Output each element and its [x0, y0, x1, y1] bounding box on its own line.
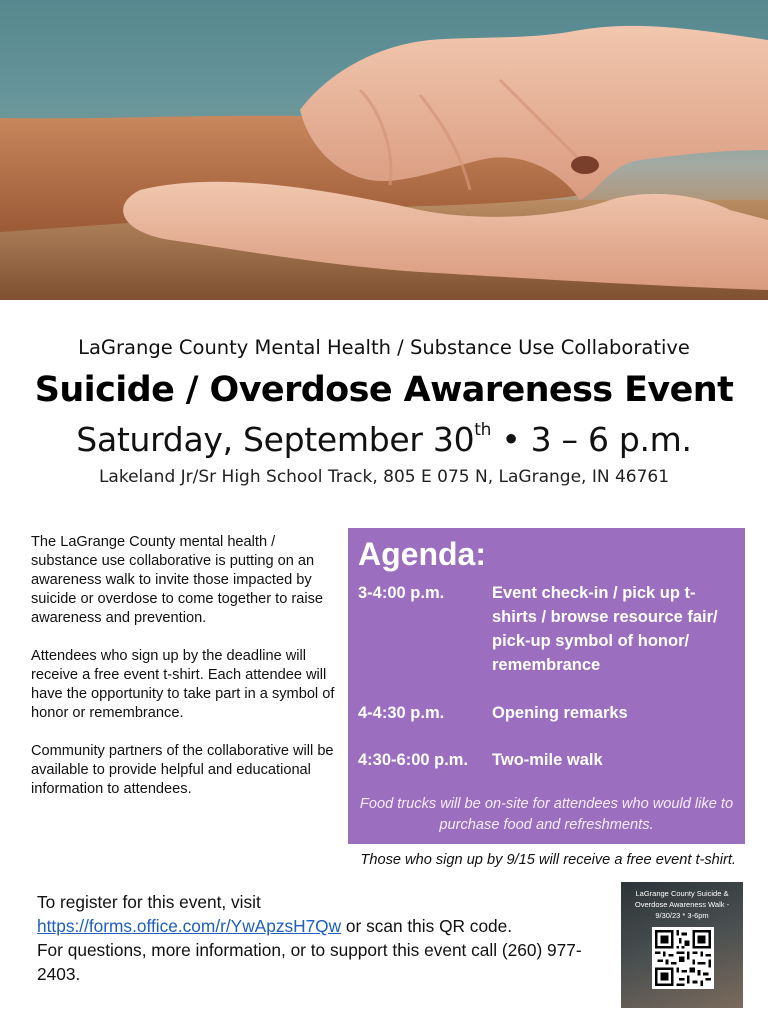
agenda-desc: Two-mile walk [492, 751, 603, 769]
event-title: Suicide / Overdose Awareness Event [34, 370, 734, 410]
agenda-time: 4:30-6:00 p.m. [358, 751, 469, 769]
collaborative-name: LaGrange County Mental Health / Substance Use Collaborative [78, 336, 690, 359]
register-scan-text: or scan this QR code. [341, 916, 513, 936]
event-date-time [0, 420, 768, 459]
register-link-line [37, 914, 607, 938]
register-line: To register for this event, visit [37, 892, 261, 912]
agenda-time: 3-4:00 p.m. [358, 584, 445, 602]
contact-info: For questions, more information, or to support this event call (260) 977-2403. [37, 940, 582, 984]
agenda-time: 4-4:30 p.m. [358, 704, 445, 722]
register-info [37, 890, 607, 986]
event-date: Saturday, September 30 [76, 420, 475, 459]
description-paragraph: The LaGrange County mental health / substance use collaborative is putting on an awareness walk to invite those impacted by suicide or overdose to come together to raise awareness and prevention. [31, 534, 324, 626]
qr-code-icon[interactable] [652, 927, 714, 989]
signup-note: Those who sign up by 9/15 will receive a free event t-shirt. [360, 852, 736, 868]
agenda-desc: Opening remarks [492, 704, 628, 722]
register-link[interactable]: https://forms.office.com/r/YwApzsH7Qw [37, 916, 342, 936]
agenda-title: Agenda: [358, 536, 486, 572]
agenda-desc: Event check-in / pick up t-shirts / browse resource fair/ pick-up symbol of honor/ remembrance [492, 584, 718, 674]
description-paragraph: Community partners of the collaborative will be available to provide helpful and educational information to attendees. [31, 743, 334, 797]
qr-card-title: LaGrange County Suicide & Overdose Awareness Walk - 9/30/23 * 3-6pm [634, 889, 730, 920]
hero-photo [0, 0, 768, 300]
event-time: • 3 – 6 p.m. [491, 420, 692, 459]
qr-card[interactable] [621, 882, 743, 1008]
description-paragraph: Attendees who sign up by the deadline will receive a free event t-shirt. Each attendee will have the opportunity to take part in a symbol of honor or remembrance. [31, 648, 335, 721]
date-ordinal: th [474, 420, 492, 440]
event-location: Lakeland Jr/Sr High School Track, 805 E 075 N, LaGrange, IN 46761 [98, 467, 670, 487]
food-trucks-note: Food trucks will be on-site for attendees who would like to purchase food and refreshments. [359, 796, 734, 833]
event-description [31, 533, 341, 818]
holding-hands-photo [0, 0, 768, 300]
agenda-box [348, 528, 745, 844]
